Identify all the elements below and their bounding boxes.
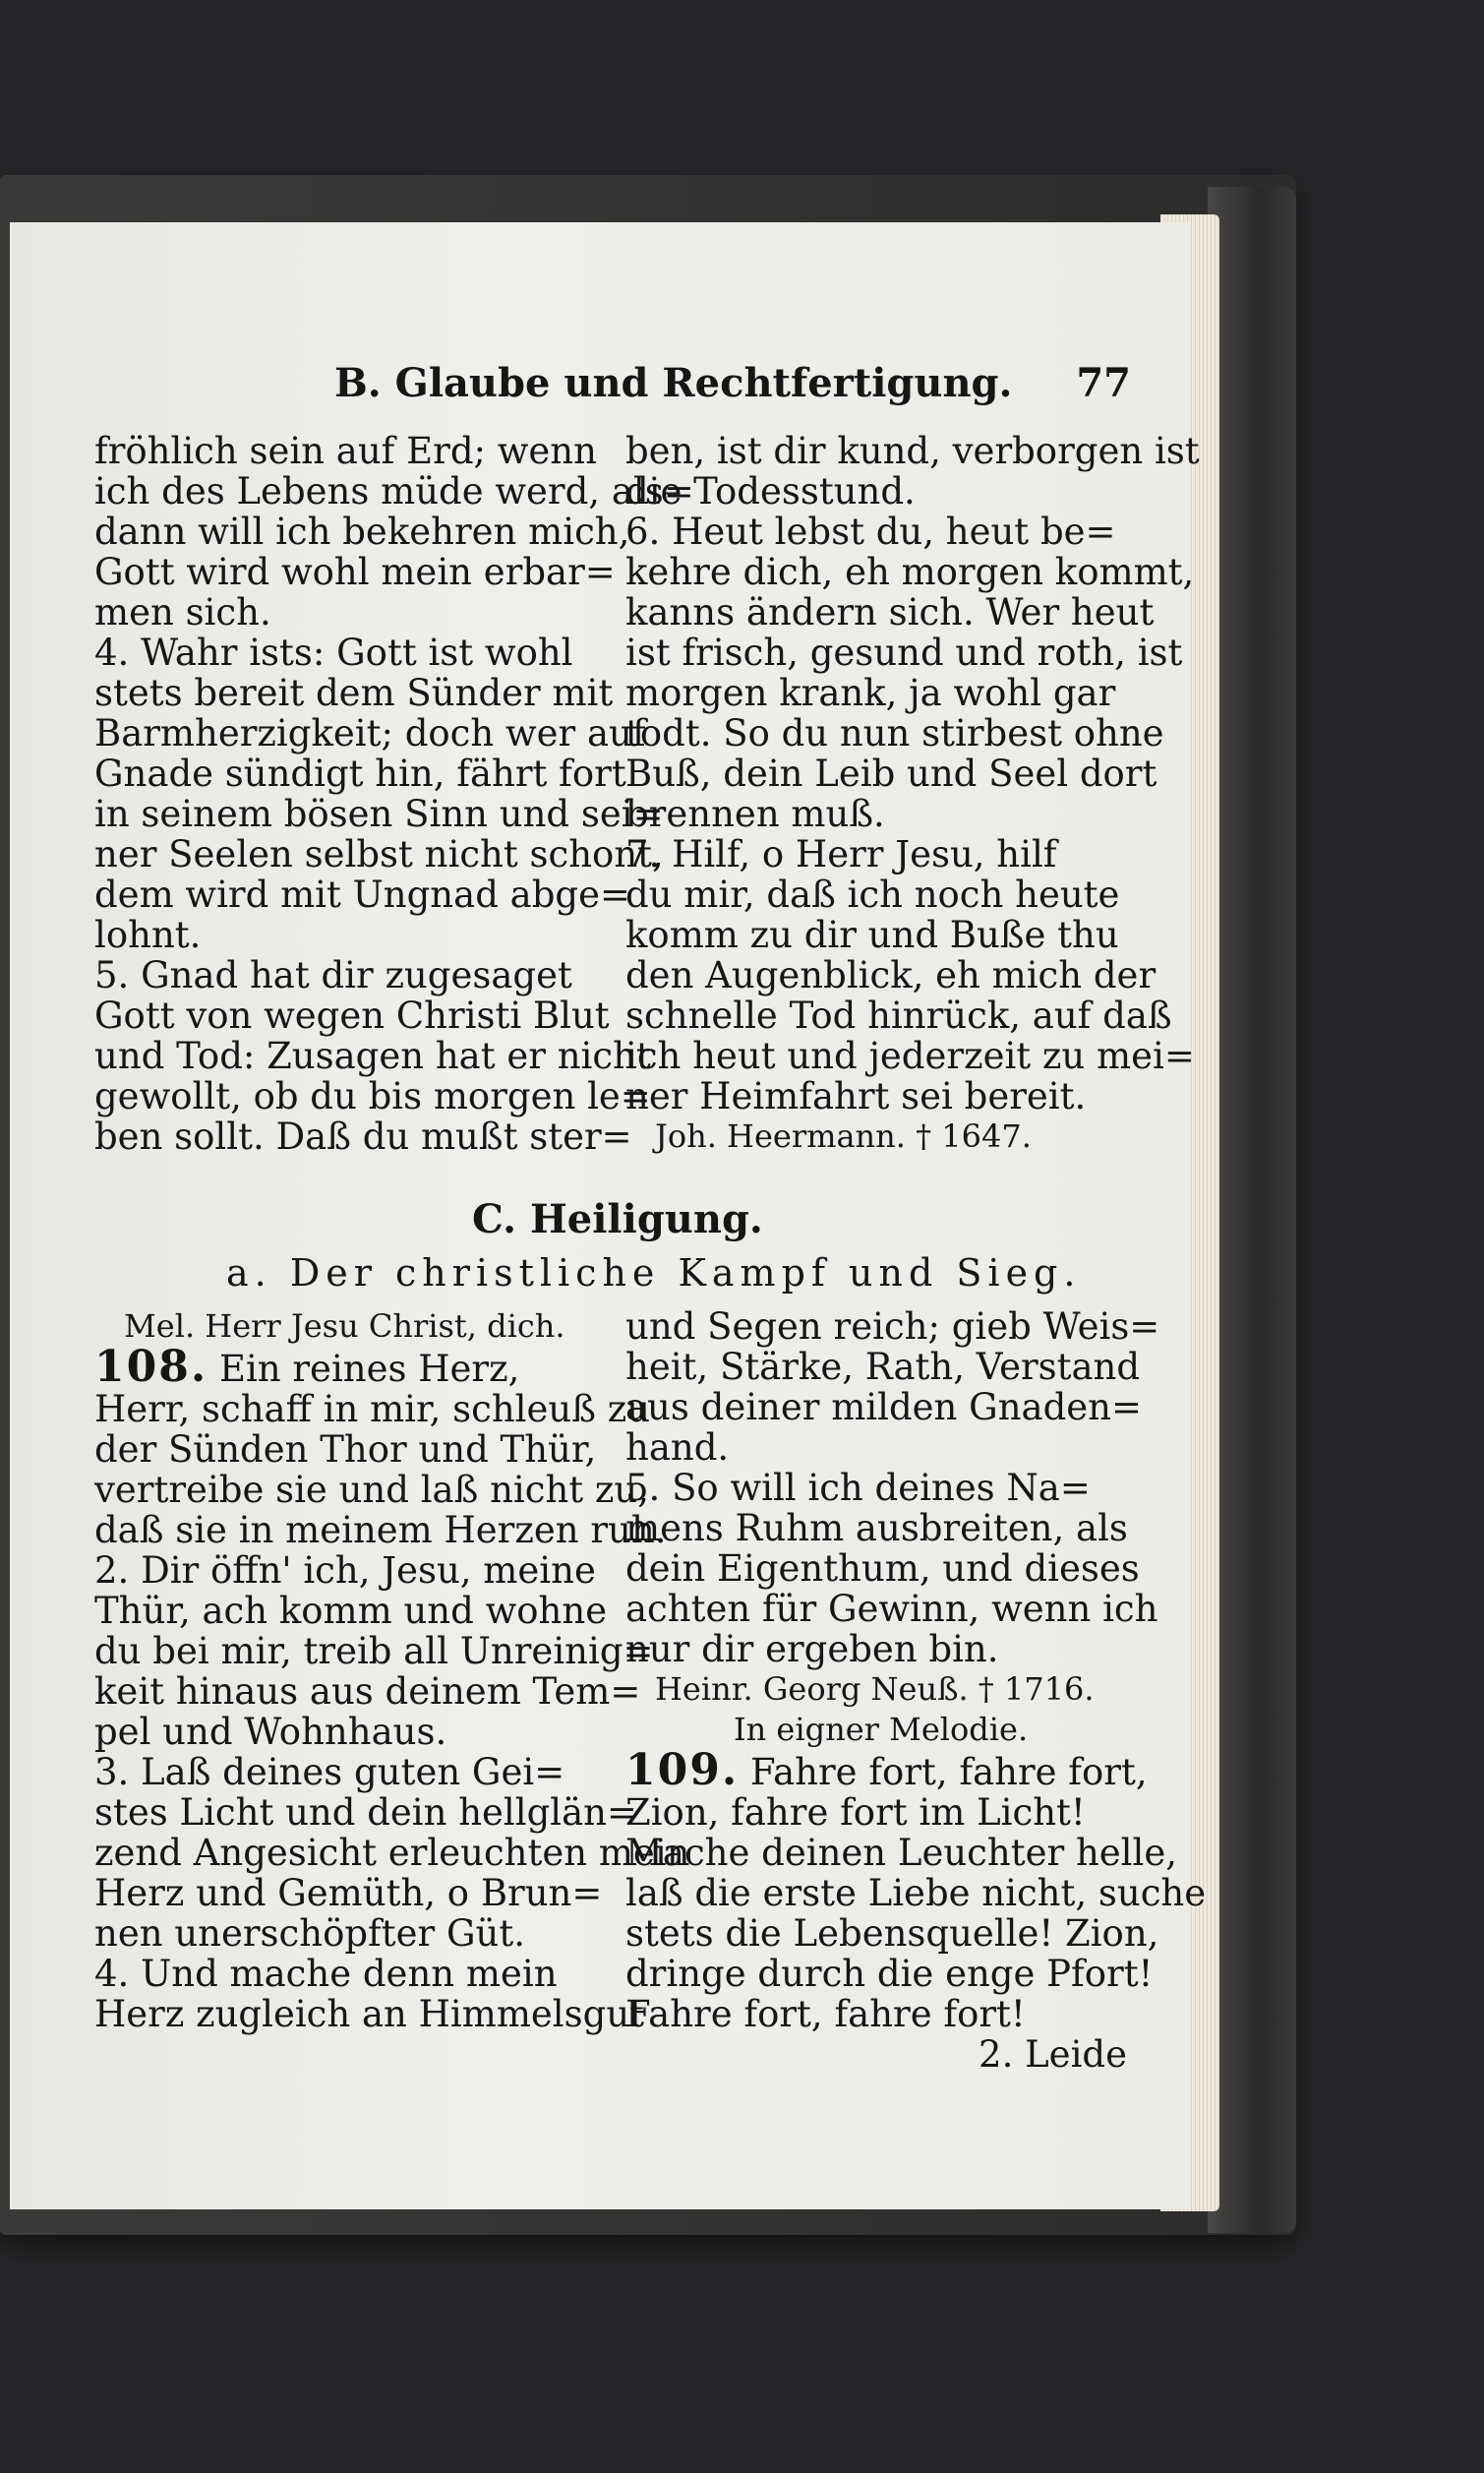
subsection-heading: a. Der christliche Kampf und Sieg.: [226, 1251, 1082, 1295]
text-line: du mir, daß ich noch heute: [625, 874, 1120, 916]
page-number: 77: [1076, 360, 1131, 406]
text-line: kehre dich, eh morgen kommt,: [625, 551, 1195, 593]
text-line: Fahre fort, fahre fort,: [749, 1751, 1148, 1793]
text-line: keit hinaus aus deinem Tem=: [94, 1670, 641, 1713]
text-line: stets bereit dem Sünder mit: [94, 672, 614, 714]
text-line: Ein reines Herz,: [218, 1348, 520, 1390]
text-line: kanns ändern sich. Wer heut: [625, 591, 1155, 633]
text-line: 5. So will ich deines Na=: [625, 1467, 1091, 1509]
text-line: brennen muß.: [625, 793, 885, 835]
text-line: zend Angesicht erleuchten mein: [94, 1832, 690, 1874]
text-line: Herr, schaff in mir, schleuß zu: [94, 1388, 651, 1430]
text-line: vertreibe sie und laß nicht zu,: [94, 1469, 649, 1511]
text-line: 2. Dir öffn' ich, Jesu, meine: [94, 1549, 596, 1592]
book-spine: [1208, 187, 1296, 2233]
text-line: mens Ruhm ausbreiten, als: [625, 1507, 1128, 1549]
right-column-bottom: [625, 1305, 1207, 2076]
text-line: und Tod: Zusagen hat er nicht: [94, 1035, 651, 1077]
text-line: und Segen reich; gieb Weis=: [625, 1305, 1160, 1348]
text-line: 6. Heut lebst du, heut be=: [625, 511, 1116, 553]
text-line: 4. Und mache denn mein: [94, 1953, 558, 1995]
text-line: morgen krank, ja wohl gar: [625, 672, 1116, 714]
text-line: Barmherzigkeit; doch wer auf: [94, 712, 646, 754]
text-line: ner Heimfahrt sei bereit.: [625, 1075, 1087, 1117]
section-heading: C. Heiligung.: [472, 1196, 763, 1242]
book-page: [10, 222, 1207, 2209]
text-line: dem wird mit Ungnad abge=: [94, 874, 630, 916]
text-line: dann will ich bekehren mich,: [94, 511, 630, 553]
text-line: fröhlich sein auf Erd; wenn: [94, 430, 597, 472]
text-line: pel und Wohnhaus.: [94, 1711, 447, 1753]
text-line: die Todesstund.: [625, 470, 916, 513]
hymn-melody: In eigner Melodie.: [734, 1711, 1029, 1748]
text-line: komm zu dir und Buße thu: [625, 914, 1119, 956]
text-line: laß die erste Liebe nicht, suche: [625, 1872, 1207, 1914]
right-column-top: [625, 430, 1200, 1157]
text-line: ich des Lebens müde werd, als=: [94, 470, 694, 513]
text-line: lohnt.: [94, 914, 202, 956]
hymn-melody: Mel. Herr Jesu Christ, dich.: [124, 1307, 565, 1345]
left-column-top: [94, 430, 694, 1158]
text-line: Gnade sündigt hin, fährt fort: [94, 753, 626, 795]
text-line: nur dir ergeben bin.: [625, 1628, 999, 1670]
text-line: Gott wird wohl mein erbar=: [94, 551, 616, 593]
running-header: [10, 360, 1190, 415]
text-line: stes Licht und dein hellglän=: [94, 1791, 638, 1834]
hymn-author: Joh. Heermann. † 1647.: [655, 1117, 1032, 1155]
running-title: B. Glaube und Rechtfertigung.: [334, 360, 1013, 406]
text-line: ner Seelen selbst nicht schont,: [94, 833, 664, 875]
text-line: nen unerschöpfter Güt.: [94, 1912, 525, 1955]
text-line: daß sie in meinem Herzen ruh.: [94, 1509, 667, 1551]
text-line: Herz zugleich an Himmelsgut: [94, 1993, 645, 2035]
text-line: ist frisch, gesund und roth, ist: [625, 632, 1183, 674]
text-line: men sich.: [94, 591, 271, 633]
text-line: 7. Hilf, o Herr Jesu, hilf: [625, 833, 1057, 875]
text-line: Fahre fort, fahre fort!: [625, 1993, 1026, 2035]
text-line: dein Eigenthum, und dieses: [625, 1547, 1140, 1590]
text-line: Herz und Gemüth, o Brun=: [94, 1872, 603, 1914]
text-line: 5. Gnad hat dir zugesaget: [94, 954, 572, 996]
text-line: 3. Laß deines guten Gei=: [94, 1751, 565, 1793]
text-line: der Sünden Thor und Thür,: [94, 1428, 597, 1471]
text-line: stets die Lebensquelle! Zion,: [625, 1912, 1159, 1955]
text-line: in seinem bösen Sinn und sei=: [94, 793, 664, 835]
text-line: Zion, fahre fort im Licht!: [625, 1791, 1086, 1834]
text-line: schnelle Tod hinrück, auf daß: [625, 995, 1172, 1037]
text-line: heit, Stärke, Rath, Verstand: [625, 1346, 1141, 1388]
text-line: achten für Gewinn, wenn ich: [625, 1588, 1158, 1630]
text-line: Gott von wegen Christi Blut: [94, 995, 610, 1037]
text-line: ben, ist dir kund, verborgen ist: [625, 430, 1200, 472]
text-line: ich heut und jederzeit zu mei=: [625, 1035, 1195, 1077]
text-line: aus deiner milden Gnaden=: [625, 1386, 1143, 1428]
text-line: du bei mir, treib all Unreinig=: [94, 1630, 654, 1672]
text-line: gewollt, ob du bis morgen le=: [94, 1075, 651, 1117]
catchword: 2. Leide: [979, 2033, 1127, 2076]
text-line: 4. Wahr ists: Gott ist wohl: [94, 632, 573, 674]
hymn-number: 109.: [625, 1745, 740, 1795]
text-line: todt. So du nun stirbest ohne: [625, 712, 1164, 754]
text-line: Buß, dein Leib und Seel dort: [625, 753, 1158, 795]
text-line: den Augenblick, eh mich der: [625, 954, 1157, 996]
hymn-number: 108.: [94, 1342, 208, 1392]
text-line: hand.: [625, 1426, 730, 1469]
text-line: Thür, ach komm und wohne: [94, 1590, 608, 1632]
text-line: ben sollt. Daß du mußt ster=: [94, 1116, 632, 1158]
text-line: Mache deinen Leuchter helle,: [625, 1832, 1177, 1874]
hymn-author: Heinr. Georg Neuß. † 1716.: [655, 1670, 1095, 1708]
text-line: dringe durch die enge Pfort!: [625, 1953, 1154, 1995]
